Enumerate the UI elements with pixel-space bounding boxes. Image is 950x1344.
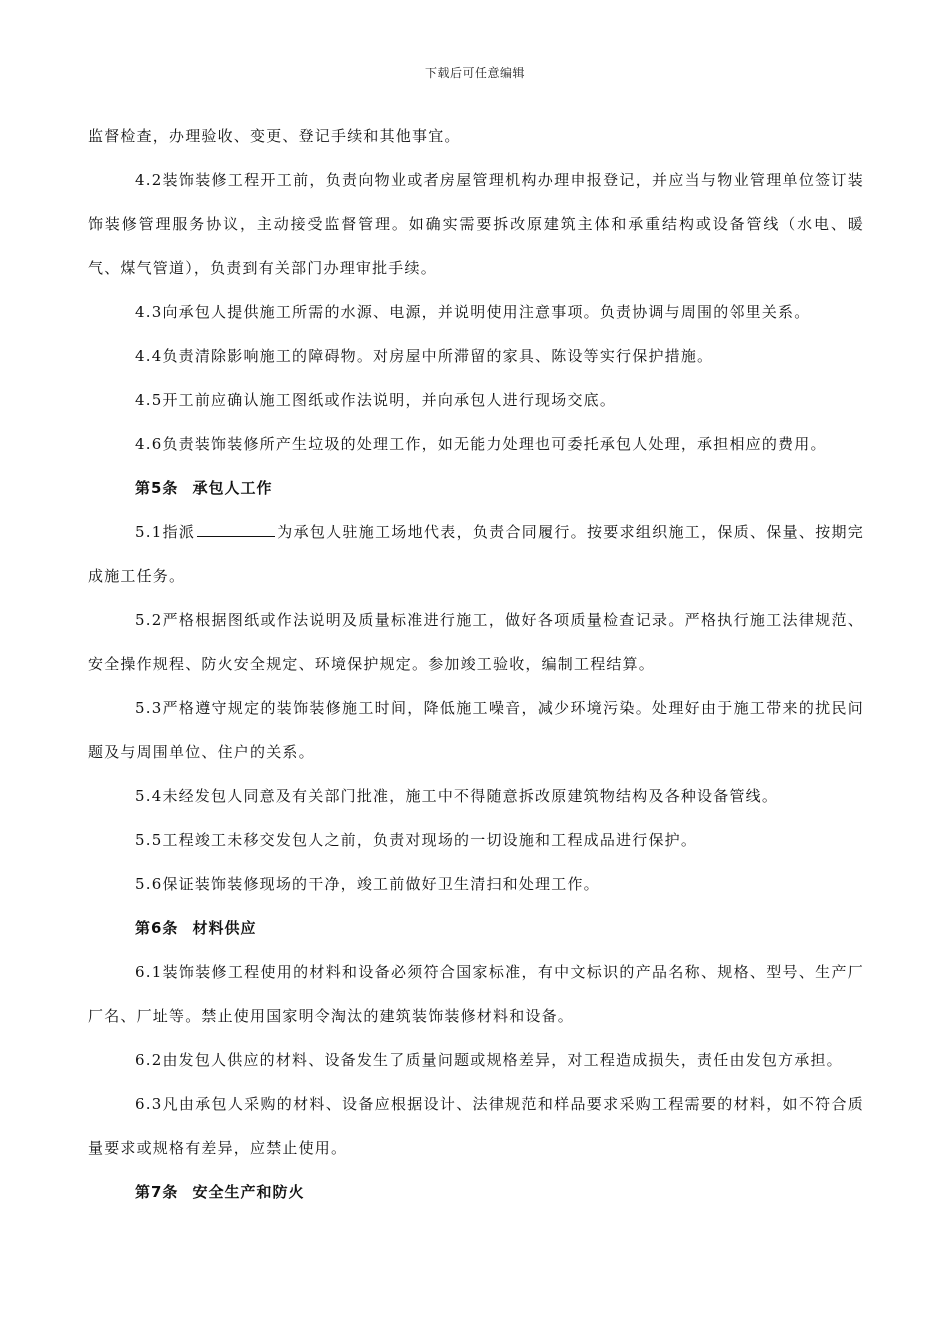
- article-heading-5: [88, 466, 864, 510]
- paragraph-continuation: 监督检查，办理验收、变更、登记手续和其他事宜。: [88, 127, 461, 145]
- fill-in-blank-line[interactable]: [197, 522, 275, 537]
- article-number: 第7条: [135, 1183, 179, 1201]
- paragraph-5-1-rest: 为承包人驻施工场地代表，负责合同履行。按要求组织施工，保质、保量、按期完成施工任务。: [88, 523, 864, 585]
- paragraph-5-6: 5.6保证装饰装修现场的干净，竣工前做好卫生清扫和处理工作。: [135, 875, 600, 893]
- article-heading-6: [88, 906, 864, 950]
- paragraph-6-1: 6.1装饰装修工程使用的材料和设备必须符合国家标准，有中文标识的产品名称、规格、型号、生产厂厂名、厂址等。禁止使用国家明令淘汰的建筑装饰装修材料和设备。: [88, 963, 864, 1025]
- paragraph-4-4: 4.4负责清除影响施工的障碍物。对房屋中所滞留的家具、陈设等实行保护措施。: [135, 347, 714, 365]
- paragraph-5-3: 5.3严格遵守规定的装饰装修施工时间，降低施工噪音，减少环境污染。处理好由于施工带来的扰民问题及与周围单位、住户的关系。: [88, 699, 864, 761]
- paragraph-4-2: 4.2装饰装修工程开工前，负责向物业或者房屋管理机构办理申报登记，并应当与物业管理单位签订装饰装修管理服务协议，主动接受监督管理。如确实需要拆改原建筑主体和承重结构或设备管线（水电、暖气、煤气管道），负责到有关部门办理审批手续。: [88, 171, 864, 277]
- paragraph-4-6: 4.6负责装饰装修所产生垃圾的处理工作，如无能力处理也可委托承包人处理，承担相应的费用。: [135, 435, 827, 453]
- paragraph-4-3: 4.3向承包人提供施工所需的水源、电源，并说明使用注意事项。负责协调与周围的邻里关系。: [135, 303, 811, 321]
- document-body: [88, 114, 864, 1214]
- article-title: 承包人工作: [192, 479, 273, 497]
- article-number: 第5条: [135, 479, 179, 497]
- page-header: 下载后可任意编辑: [424, 66, 525, 80]
- article-title: 安全生产和防火: [192, 1183, 305, 1201]
- paragraph-5-4: 5.4未经发包人同意及有关部门批准，施工中不得随意拆改原建筑物结构及各种设备管线。: [135, 787, 779, 805]
- paragraph-5-1-lead: 5.1指派: [135, 523, 196, 541]
- paragraph-5-5: 5.5工程竣工未移交发包人之前，负责对现场的一切设施和工程成品进行保护。: [135, 831, 698, 849]
- article-title: 材料供应: [192, 919, 257, 937]
- paragraph-5-2: 5.2严格根据图纸或作法说明及质量标准进行施工，做好各项质量检查记录。严格执行施工法律规范、安全操作规程、防火安全规定、环境保护规定。参加竣工验收，编制工程结算。: [88, 611, 864, 673]
- paragraph-6-2: 6.2由发包人供应的材料、设备发生了质量问题或规格差异，对工程造成损失，责任由发包方承担。: [135, 1051, 843, 1069]
- paragraph-5-1: [88, 510, 864, 598]
- paragraph-6-3: 6.3凡由承包人采购的材料、设备应根据设计、法律规范和样品要求采购工程需要的材料，如不符合质量要求或规格有差异，应禁止使用。: [88, 1095, 864, 1157]
- article-number: 第6条: [135, 919, 179, 937]
- article-heading-7: [88, 1170, 864, 1214]
- paragraph-4-5: 4.5开工前应确认施工图纸或作法说明，并向承包人进行现场交底。: [135, 391, 617, 409]
